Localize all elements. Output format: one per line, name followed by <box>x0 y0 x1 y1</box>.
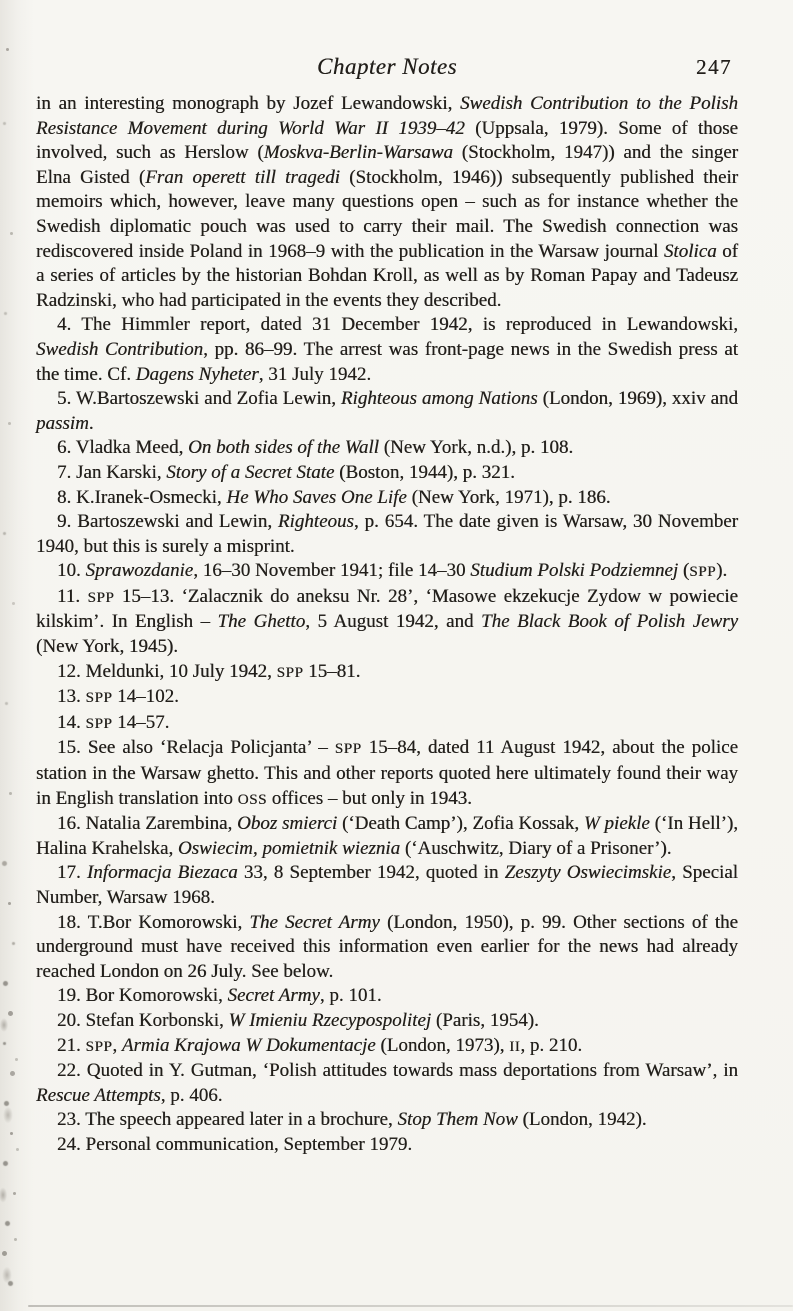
note-text-segment: 22. Quoted in Y. Gutman, ‘Polish attitudes towards mass deportations from Warsaw’, in <box>57 1060 738 1082</box>
note-paragraph <box>36 1133 738 1158</box>
note-paragraph <box>36 585 738 660</box>
note-text-segment: He Who Saves One Life <box>226 486 407 508</box>
note-text-segment: Armia Krajowa W Dokumentacje <box>121 1034 376 1056</box>
note-text-segment: (London, 1969), xxiv and <box>537 388 738 410</box>
note-text-segment: ( <box>678 560 690 582</box>
note-paragraph <box>36 461 738 486</box>
note-text-segment: passim <box>36 412 89 434</box>
note-text-segment: of a series of articles by the historian Bohdan Kroll, as well as by Roman Papay and Tadeusz Radzinski, who had participated in the events they described. <box>36 240 739 311</box>
note-text-segment: Righteous <box>277 511 354 533</box>
note-text-segment: Swedish Contribution <box>36 338 204 360</box>
page-title: Chapter Notes <box>316 54 458 79</box>
note-text-segment: The Ghetto <box>217 611 306 633</box>
note-text-segment: Righteous among Nations <box>340 388 538 410</box>
note-paragraph <box>36 984 738 1009</box>
note-text-segment: , Special Number, Warsaw 1968. <box>36 862 738 908</box>
note-paragraph <box>36 486 738 511</box>
note-text-segment: W Imieniu Rzecypospolitej <box>228 1009 432 1031</box>
note-text-segment: 15–81. <box>303 660 361 682</box>
note-text-segment: 10. <box>57 560 86 582</box>
note-text-segment: 18. T.Bor Komorowski, <box>57 911 250 933</box>
note-paragraph <box>36 861 738 910</box>
note-paragraph <box>36 559 738 585</box>
note-text-segment: Oboz smierci <box>237 813 338 835</box>
note-text-segment: 15. See also ‘Relacja Policjanta’ – <box>57 737 335 759</box>
note-text-segment: SPP <box>85 689 113 707</box>
note-paragraph <box>36 711 738 737</box>
note-text-segment: Fran operett till tragedi <box>145 166 340 188</box>
notes-body <box>36 92 738 1158</box>
note-paragraph <box>36 387 738 436</box>
note-text-segment: 15–84, dated 11 August 1942, about the police station in the Warsaw ghetto. This and other reports quoted here ultimately found their way in English translation into <box>36 737 738 809</box>
note-text-segment: (‘Auschwitz, Diary of a Prisoner’). <box>400 837 672 859</box>
note-text-segment: Stolica <box>663 240 717 262</box>
note-text-segment: (New York, 1945). <box>36 636 178 658</box>
note-text-segment: 4. The Himmler report, dated 31 December 1942, is reproduced in Lewandowski, <box>57 314 738 336</box>
note-text-segment: , 16–30 November 1941; file 14–30 <box>193 560 471 582</box>
note-text-segment: . <box>88 412 94 434</box>
note-text-segment: Studium Polski Podziemnej <box>470 560 679 582</box>
note-text-segment: The Black Book of Polish Jewry <box>481 611 738 633</box>
note-text-segment: (Uppsala, 1979). Some of those involved, such as Herslow ( <box>36 117 738 164</box>
note-text-segment: 12. Meldunki, 10 July 1942, <box>57 660 277 682</box>
note-text-segment: , 31 July 1942. <box>258 363 372 385</box>
note-text-segment: (New York, 1971), p. 186. <box>406 486 611 508</box>
note-text-segment: (Stockholm, 1947)) and the singer Elna Gisted ( <box>36 142 738 188</box>
note-text-segment: 8. K.Iranek-Osmecki, <box>57 486 227 508</box>
note-text-segment: , p. 101. <box>319 985 382 1007</box>
note-text-segment: (London, 1950), p. 99. Other sections of the underground must have received this information even earlier for the news had already reached London on 26 July. See below. <box>36 911 738 982</box>
note-text-segment: 7. Jan Karski, <box>57 461 167 483</box>
note-text-segment: (Stockholm, 1946)) subsequently published their memoirs which, however, leave many questions open – such as for instance whether the Swedish diplomatic pouch was used to carry their mail. The Swedish connection was rediscovered inside Poland in 1968–9 with the publication in the Warsaw journal <box>36 166 738 262</box>
note-text-segment: Informacja Biezaca <box>86 862 238 884</box>
note-text-segment: Swedish Contribution to the Polish Resistance Movement during World War II 1939–42 <box>36 93 738 139</box>
page-number: 247 <box>696 55 732 79</box>
note-text-segment: (London, 1973), <box>375 1034 510 1056</box>
note-paragraph <box>36 911 738 985</box>
note-text-segment: 9. Bartoszewski and Lewin, <box>57 511 278 533</box>
note-text-segment: 14–102. <box>112 686 179 708</box>
note-text-segment: (New York, n.d.), p. 108. <box>378 437 574 459</box>
note-text-segment: , p. 654. The date given is Warsaw, 30 November 1940, but this is surely a misprint. <box>36 511 738 557</box>
note-text-segment: 6. Vladka Meed, <box>57 437 189 459</box>
note-text-segment: 23. The speech appeared later in a brochure, <box>57 1109 398 1131</box>
note-paragraph <box>36 1009 738 1034</box>
note-text-segment: 16. Natalia Zarembina, <box>57 813 238 835</box>
page-header <box>36 54 738 88</box>
note-paragraph <box>36 92 738 313</box>
note-paragraph <box>36 436 738 461</box>
note-text-segment: , p. 406. <box>160 1084 223 1106</box>
note-text-segment: The Secret Army <box>249 911 380 933</box>
note-paragraph <box>36 1034 738 1060</box>
page-bottom-line <box>28 1305 793 1307</box>
note-text-segment: SPP <box>87 588 115 606</box>
note-text-segment: Oswiecim, pomietnik wieznia <box>177 837 401 859</box>
note-paragraph <box>36 313 738 387</box>
note-text-segment: (Paris, 1954). <box>431 1009 539 1031</box>
note-text-segment: On both sides of the Wall <box>188 437 379 459</box>
note-text-segment: 5. W.Bartoszewski and Zofia Lewin, <box>57 388 341 410</box>
note-text-segment: , pp. 86–99. The arrest was front-page news in the Swedish press at the time. Cf. <box>36 338 738 385</box>
note-text-segment: , p. 210. <box>520 1034 583 1056</box>
note-text-segment: 21. <box>57 1034 86 1056</box>
note-text-segment: Sprawozdanie <box>85 560 194 582</box>
note-text-segment: 33, 8 September 1942, quoted in <box>237 862 505 884</box>
note-text-segment: W piekle <box>583 813 650 835</box>
note-text-segment: (Boston, 1944), p. 321. <box>334 461 515 483</box>
note-paragraph <box>36 736 738 812</box>
note-text-segment: , 5 August 1942, and <box>305 611 481 633</box>
note-text-segment: 19. Bor Komorowski, <box>57 985 228 1007</box>
note-paragraph <box>36 660 738 686</box>
note-paragraph <box>36 510 738 559</box>
note-text-segment: 13. <box>57 686 86 708</box>
note-text-segment: SPP <box>334 740 362 758</box>
note-text-segment: Moskva-Berlin-Warsawa <box>263 142 453 164</box>
note-text-segment: SPP <box>85 1037 113 1055</box>
note-text-segment: OSS <box>237 790 267 808</box>
note-text-segment: in an interesting monograph by Jozef Lewandowski, <box>36 93 461 114</box>
note-text-segment: 20. Stefan Korbonski, <box>57 1009 229 1031</box>
note-text-segment: 14. <box>57 711 86 733</box>
note-text-segment: 15–13. ‘Zalacznik do aneksu Nr. 28’, ‘Masowe ekzekucje Zydow w powiecie kilskim’. In English – <box>36 585 738 633</box>
note-text-segment: Secret Army <box>227 985 320 1007</box>
note-paragraph <box>36 1108 738 1133</box>
scan-speckle-artifacts <box>0 0 3 3</box>
note-text-segment: 14–57. <box>112 711 170 733</box>
note-text-segment: II <box>509 1037 521 1055</box>
note-text-segment: (London, 1942). <box>517 1109 647 1131</box>
note-text-segment: Stop Them Now <box>397 1109 518 1131</box>
note-text-segment: 17. <box>57 862 87 884</box>
note-text-segment: (‘In Hell’), Halina Krahelska, <box>36 813 738 859</box>
note-text-segment: Rescue Attempts <box>36 1084 161 1106</box>
note-paragraph <box>36 812 738 861</box>
note-text-segment: 11. <box>57 585 88 607</box>
note-text-segment: ). <box>716 560 728 582</box>
scan-edge-blotch <box>0 995 16 1311</box>
note-paragraph <box>36 1059 738 1108</box>
note-text-segment: SPP <box>689 563 717 581</box>
note-text-segment: Zeszyty Oswiecimskie <box>504 862 672 884</box>
note-text-segment: SPP <box>276 663 304 681</box>
note-text-segment: Dagens Nyheter <box>135 363 259 385</box>
note-text-segment: SPP <box>85 714 113 732</box>
note-paragraph <box>36 685 738 711</box>
note-text-segment: (‘Death Camp’), Zofia Kossak, <box>337 813 584 835</box>
note-text-segment: Story of a Secret State <box>166 461 335 483</box>
note-text-segment: , <box>112 1034 122 1056</box>
note-text-segment: 24. Personal communication, September 1979. <box>57 1133 413 1155</box>
note-text-segment: offices – but only in 1943. <box>266 787 472 809</box>
